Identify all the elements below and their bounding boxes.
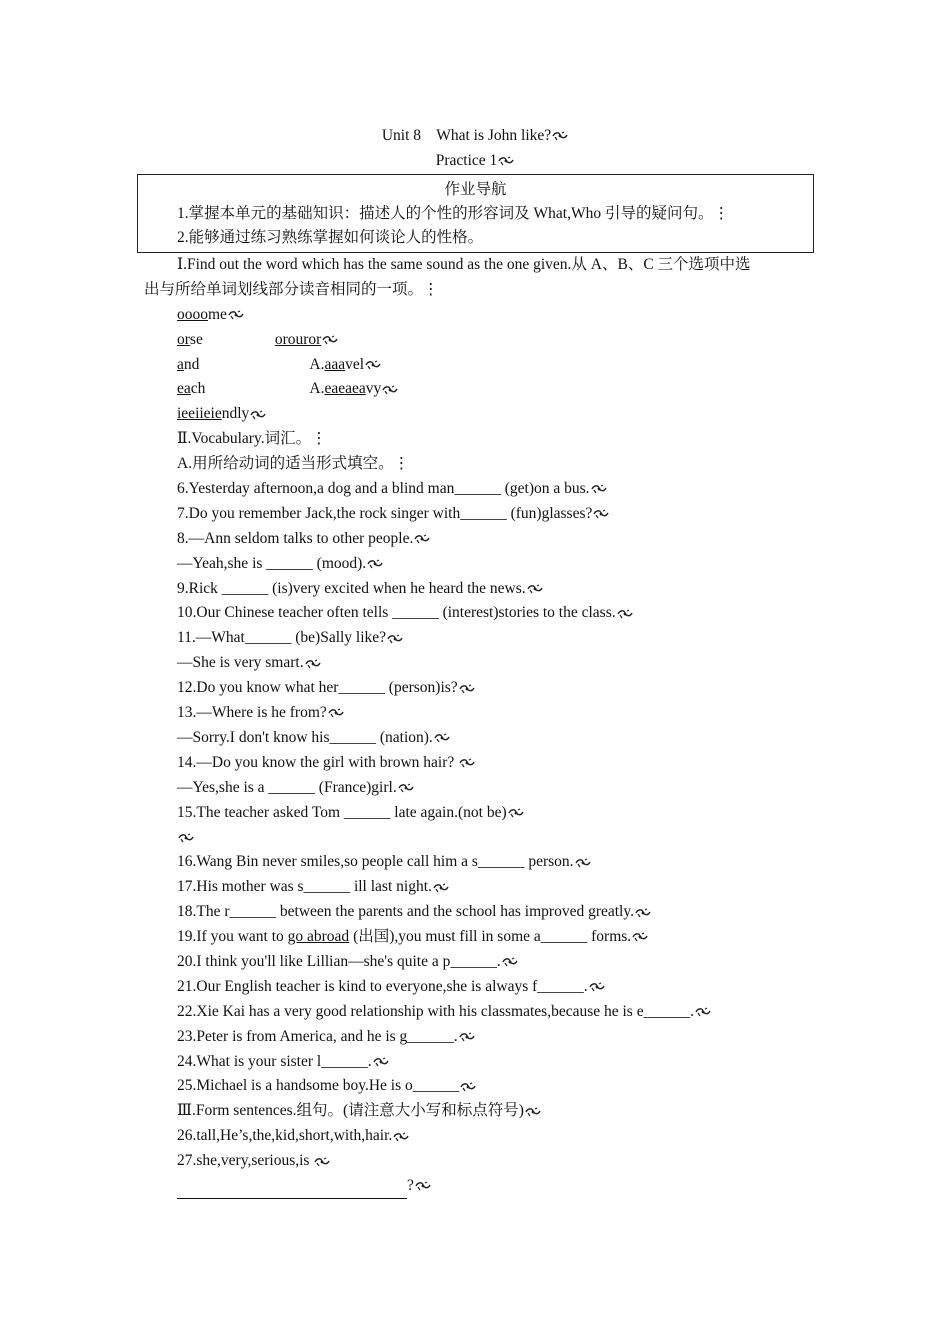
underlined-part: or bbox=[177, 330, 190, 348]
paragraph-mark-icon bbox=[575, 858, 591, 868]
paragraph-mark-icon bbox=[382, 385, 398, 395]
paragraph-mark-icon bbox=[398, 783, 414, 793]
question-text: 11.—What______ (be)Sally like? bbox=[177, 629, 387, 647]
paragraph-mark-icon bbox=[589, 982, 605, 992]
paragraph-mark-icon bbox=[635, 908, 651, 918]
vocab-lines bbox=[177, 477, 817, 925]
paragraph-mark-icon bbox=[322, 335, 338, 345]
underlined-part: ieeiieie bbox=[177, 405, 222, 423]
instruction-text: Ⅰ.Find out the word which has the same sound as the one given.从 A、B、C 三个选项中选 bbox=[177, 256, 751, 273]
question-line bbox=[177, 502, 817, 527]
word-rest: ch bbox=[190, 380, 206, 398]
option-label: A. bbox=[309, 355, 325, 373]
phonetic-row bbox=[177, 377, 817, 402]
underlined-part: oooo bbox=[177, 305, 208, 323]
paragraph-mark-icon bbox=[459, 684, 475, 694]
guide-item: 1.掌握本单元的基础知识：描述人的个性的形容词及 What,Who 引导的疑问句。⋮ bbox=[177, 205, 729, 222]
word-rest: me bbox=[208, 305, 227, 323]
option-underlined: eaeaea bbox=[324, 380, 366, 398]
guide-item: 2.能够通过练习熟练掌握如何谈论人的性格。 bbox=[177, 229, 484, 246]
question-line bbox=[177, 701, 817, 726]
paragraph-mark-icon bbox=[367, 559, 383, 569]
answer-punctuation: ? bbox=[407, 1176, 414, 1194]
section3-heading bbox=[177, 1099, 817, 1124]
question-line bbox=[177, 1000, 817, 1025]
paragraph-mark-icon bbox=[305, 659, 321, 669]
practice-title bbox=[0, 150, 950, 172]
practice-title-text: Practice 1 bbox=[435, 152, 498, 169]
answer-blank[interactable] bbox=[177, 1182, 407, 1199]
instruction-text: 出与所给单词划线部分读音相同的一项。⋮ bbox=[144, 280, 439, 298]
paragraph-mark-icon bbox=[498, 156, 514, 166]
paragraph-mark-icon bbox=[695, 1007, 711, 1017]
question-line bbox=[177, 1025, 817, 1050]
phonetic-row bbox=[177, 303, 817, 328]
section1-instruction-2 bbox=[144, 278, 817, 303]
question-line bbox=[177, 552, 817, 577]
question-text: 13.—Where is he from? bbox=[177, 704, 327, 722]
question-text: 21.Our English teacher is kind to everyone,she is always f______. bbox=[177, 977, 588, 995]
exercise-content bbox=[144, 253, 817, 1199]
paragraph-mark-icon bbox=[365, 360, 381, 370]
paragraph-mark-icon bbox=[178, 833, 194, 843]
question-line bbox=[177, 626, 817, 651]
question-text: 15.The teacher asked Tom ______ late again.(not be) bbox=[177, 803, 507, 821]
question-line bbox=[177, 975, 817, 1000]
word-rest: ndly bbox=[221, 405, 250, 423]
question-line bbox=[177, 1149, 817, 1174]
paragraph-mark-icon bbox=[373, 1057, 389, 1067]
option-underlined: orouror bbox=[274, 330, 322, 348]
option-rest: vel bbox=[345, 355, 365, 373]
section2-heading: Ⅱ.Vocabulary.词汇。⋮ bbox=[177, 430, 327, 448]
question-line bbox=[177, 925, 817, 950]
question-text: 17.His mother was s______ ill last night. bbox=[177, 878, 432, 896]
question-text: 12.Do you know what her______ (person)is? bbox=[177, 679, 458, 697]
question-text: 23.Peter is from America, and he is g______. bbox=[177, 1027, 458, 1045]
question-text: —Sorry.I don't know his______ (nation). bbox=[177, 728, 433, 746]
question-text: 24.What is your sister l______. bbox=[177, 1052, 372, 1070]
option-underlined: aaa bbox=[324, 355, 346, 373]
question-line bbox=[177, 875, 817, 900]
question-line bbox=[177, 1074, 817, 1099]
question-text: 27.she,very,serious,is bbox=[177, 1152, 314, 1170]
paragraph-mark-icon bbox=[459, 758, 475, 768]
question-line bbox=[177, 577, 817, 602]
question-line bbox=[177, 651, 817, 676]
guide-heading: 作业导航 bbox=[444, 181, 507, 198]
question-line bbox=[177, 900, 817, 925]
paragraph-mark-icon bbox=[552, 131, 568, 141]
paragraph-mark-icon bbox=[502, 957, 518, 967]
underlined-part: ea bbox=[177, 380, 191, 398]
question-text: 25.Michael is a handsome boy.He is o______ bbox=[177, 1077, 460, 1095]
question-line bbox=[177, 477, 817, 502]
paragraph-mark-icon bbox=[414, 534, 430, 544]
option-label: A. bbox=[309, 380, 325, 398]
paragraph-mark-icon bbox=[387, 634, 403, 644]
paragraph-mark-icon bbox=[508, 808, 524, 818]
question-line bbox=[177, 801, 817, 826]
unit-title-text: Unit 8 What is John like? bbox=[381, 127, 552, 144]
underlined-part: a bbox=[177, 355, 184, 373]
answer-line bbox=[177, 1174, 817, 1199]
paragraph-mark-icon bbox=[525, 1107, 541, 1117]
homework-guide-box bbox=[137, 174, 814, 253]
question-line bbox=[177, 676, 817, 701]
question-text: 22.Xie Kai has a very good relationship with his classmates,because he is e______. bbox=[177, 1002, 694, 1020]
option-rest: vy bbox=[365, 380, 382, 398]
paragraph-mark-icon bbox=[328, 708, 344, 718]
question-line bbox=[177, 751, 817, 776]
question-text: 9.Rick ______ (is)very excited when he heard the news. bbox=[177, 579, 526, 597]
phonetic-row bbox=[177, 353, 817, 378]
paragraph-mark-icon bbox=[527, 584, 543, 594]
word-rest: nd bbox=[183, 355, 200, 373]
word-rest: se bbox=[189, 330, 203, 348]
question-text: 18.The r______ between the parents and the school has improved greatly. bbox=[177, 903, 634, 921]
paragraph-mark-icon bbox=[434, 733, 450, 743]
paragraph-mark-icon bbox=[591, 484, 607, 494]
question-text: 8.—Ann seldom talks to other people. bbox=[177, 529, 414, 547]
underlined-phrase: go abroad bbox=[287, 928, 350, 946]
paragraph-mark-icon bbox=[250, 410, 266, 420]
question-line bbox=[177, 601, 817, 626]
paragraph-mark-icon bbox=[459, 1032, 475, 1042]
question-text: 20.I think you'll like Lillian—she's quite a p______. bbox=[177, 952, 501, 970]
question-line bbox=[177, 825, 817, 850]
section3-heading-text: Ⅲ.Form sentences.组句。(请注意大小写和标点符号) bbox=[177, 1102, 524, 1120]
question-text: 19.If you want to bbox=[177, 928, 288, 946]
question-line bbox=[177, 850, 817, 875]
question-text: —Yeah,she is ______ (mood). bbox=[177, 554, 367, 572]
question-text: (出国),you must fill in some a______ forms. bbox=[349, 928, 632, 946]
question-line bbox=[177, 950, 817, 975]
unit-title bbox=[0, 125, 950, 147]
question-text: 14.—Do you know the girl with brown hair? bbox=[177, 753, 459, 771]
question-text: 26.tall,He’s,the,kid,short,with,hair. bbox=[177, 1127, 393, 1145]
question-text: 10.Our Chinese teacher often tells ______ (interest)stories to the class. bbox=[177, 604, 616, 622]
paragraph-mark-icon bbox=[593, 509, 609, 519]
paragraph-mark-icon bbox=[228, 310, 244, 320]
question-line bbox=[177, 726, 817, 751]
question-text: —Yes,she is a ______ (France)girl. bbox=[177, 778, 397, 796]
vocab-lines-2 bbox=[177, 950, 817, 1099]
paragraph-mark-icon bbox=[314, 1157, 330, 1167]
paragraph-mark-icon bbox=[460, 1082, 476, 1092]
question-line bbox=[177, 527, 817, 552]
phonetic-row bbox=[177, 328, 817, 353]
question-line bbox=[177, 776, 817, 801]
question-text: 7.Do you remember Jack,the rock singer with______ (fun)glasses? bbox=[177, 504, 593, 522]
section1-instruction-1 bbox=[177, 253, 817, 278]
question-text: 6.Yesterday afternoon,a dog and a blind man______ (get)on a bus. bbox=[177, 480, 590, 498]
paragraph-mark-icon bbox=[433, 883, 449, 893]
section2-part-a: A.用所给动词的适当形式填空。⋮ bbox=[177, 455, 410, 473]
question-text: —She is very smart. bbox=[177, 654, 304, 672]
paragraph-mark-icon bbox=[393, 1132, 409, 1142]
question-line bbox=[177, 1124, 817, 1149]
paragraph-mark-icon bbox=[415, 1181, 431, 1191]
phonetic-row bbox=[177, 402, 817, 427]
paragraph-mark-icon bbox=[617, 609, 633, 619]
question-text: 16.Wang Bin never smiles,so people call him a s______ person. bbox=[177, 853, 574, 871]
paragraph-mark-icon bbox=[632, 932, 648, 942]
question-line bbox=[177, 1050, 817, 1075]
